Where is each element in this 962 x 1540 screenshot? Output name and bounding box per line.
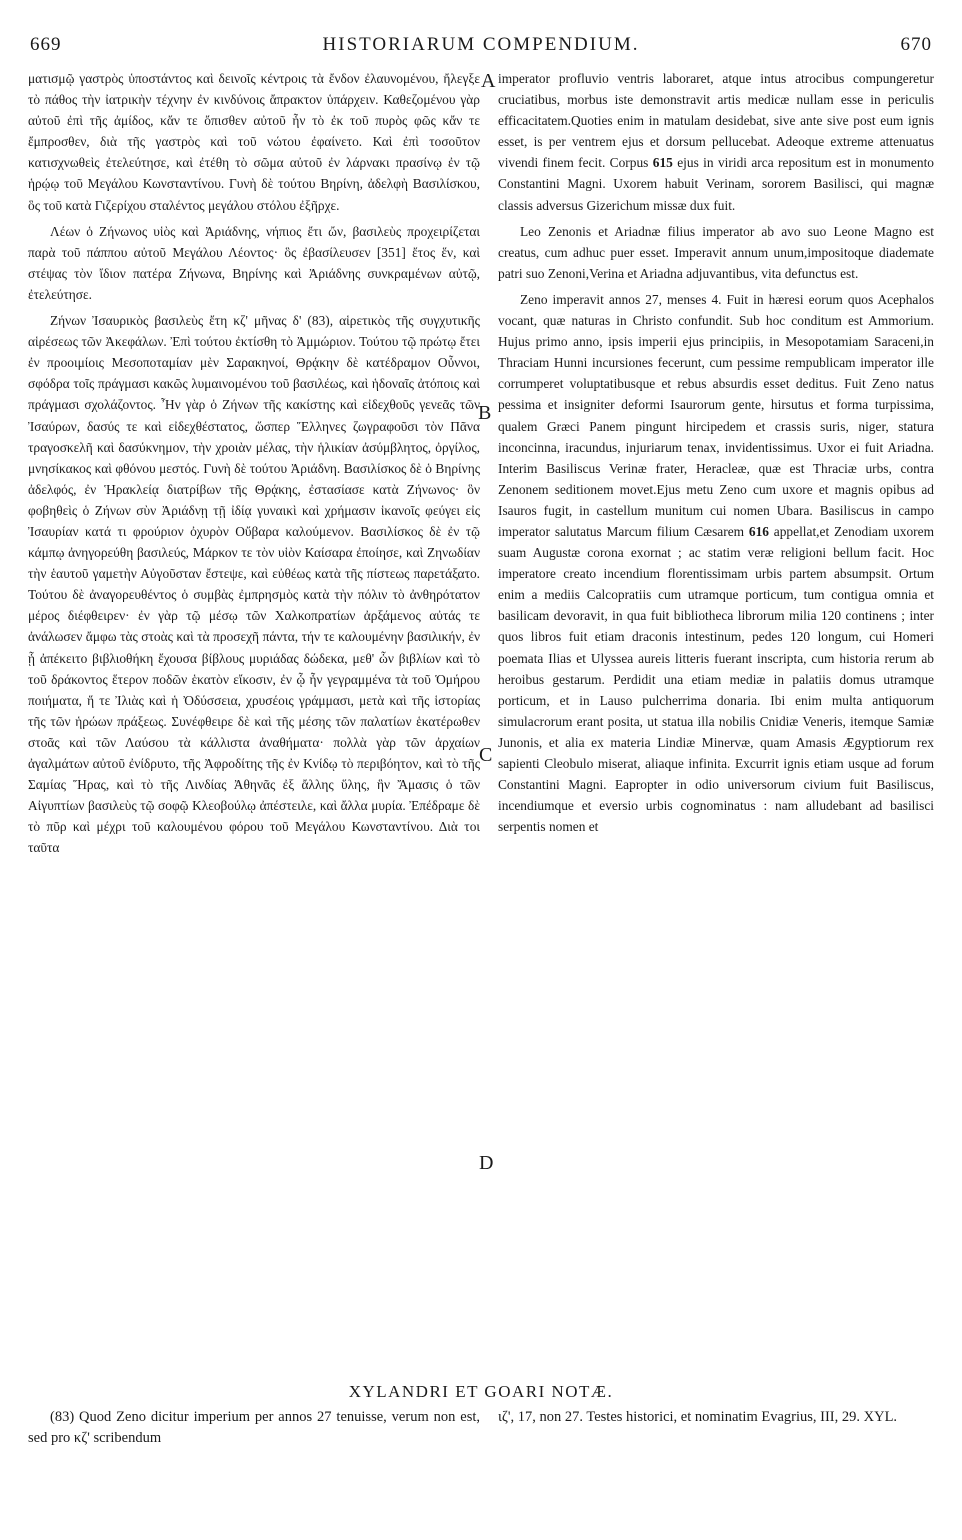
margin-number-616: 616: [748, 523, 769, 539]
note-text-right: ιζ', 17, non 27. Testes historici, et nominatim Evagrius, III, 29. XYL.: [498, 1409, 898, 1425]
latin-paragraph-1-cont: ejus in viridi arca repositum est in monumento Constantini Magni. Uxorem habuit Verinam, sororem Basilisci, qui magnæ classis adversus Gizerichum missæ dux fuit.: [498, 155, 934, 213]
latin-paragraph-1: [498, 68, 934, 216]
greek-paragraph-1: ματισμῷ γαστρὸς ὑποστάντος καὶ δεινοῖς κέντροις τὰ ἔνδον ἐλαυνομένου, ἤλεγξε τὸ πάθος τὴν ἰατρικὴν τέχνην ἐν κινδύνοις ἄπρακτον ὑπάρχειν. Καθεζομένου γὰρ αὐτοῦ ἐπὶ τῆς ἀμίδος, κἄν τε ὄπισθεν αὐτοῦ ἦν τὸ ἐκ τοῦ πυρὸς φῶς κἄν τε ἔμπροσθεν, διὰ τῆς γαστρὸς καὶ τοῦ νώτου ἐφαίνετο. Καὶ ἐπὶ τοσοῦτον κατισχνωθεὶς ἐτελεύτησε, καὶ ἐτέθη τὸ σῶμα αὐτοῦ ἐν λάρνακι πρασίνῳ ἐν τῷ ἡρῴῳ τοῦ Μεγάλου Κωνσταντίνου. Γυνὴ δὲ τούτου Βηρίνη, ἀδελφὴ Βασιλίσκου, ὃς τοῦ κατὰ Γιζερίχου σταλέντος μεγάλου στόλου ἐξῆρχε.: [28, 71, 480, 213]
note-text-left: (83) Quod Zeno dicitur imperium per annos 27 tenuisse, verum non est, sed pro κζ' scribendum: [28, 1409, 480, 1446]
section-marker-d: D: [479, 1152, 494, 1174]
latin-paragraph-3-text: Zeno imperavit annos 27, menses 4. Fuit in hæresi eorum quos Acephalos vocant, quæ naturas in Christo confundit. Sub hoc conditum est Ammorium. Hujus primo anno, ipsis imperii ejus principiis, in Mesopotamiam Saraceni,in Thraciam Hunni incursiones fecerunt, cum pessime rempublicam imperator ille corrumperet voluptatibusque et rebus absurdis esset deditus. Fuit Zeno natus pessima et insigniter deformi Isaurorum gente, hirsutus et forma turpissima, qualem Græci Panem pingunt hircipedem et crassis suris, niger, statura inconcinna, iracundus, injuriarum tenax, invidentissimus. Uxor ei fuit Ariadna. Interim Basiliscus Verinæ frater, Heracleæ, quæ est Thraciæ urbs, contra Zenonem seditionem movet.Ejus metu Zeno cum uxore et magnis opibus ad Isauros fugit, in castellum munitum cui nomen Ubara. Basiliscus in campo imperator salutatus Marcum filium Cæsarem: [498, 291, 934, 539]
running-title: HISTORIARUM COMPENDIUM.: [322, 34, 640, 55]
latin-column: [498, 68, 934, 842]
latin-paragraph-3-cont: appellat,et Zenodiam uxorem suam Augustæ corona exornat ; ac statim veræ religioni bellum facit. Hoc imperatore creato incendium florentissimam urbis partem absumpsit. Ortum enim a mediis Calcopratiis cum utramque porticum, tum contigua omnia et basilicam devoravit, in qua fuit bibliotheca librorum milia 120 continens ; inter quos libros fuit etiam draconis intestinum, pedes 120 longum, cui Homeri poemata Ilias et Ulyssea aureis litteris fuerant inscripta, cum historia rerum ab heroibus gestarum. Perdidit una etiam mediæ in palatiis domus utramque porticum, et in Lauso pulcherrima donaria. Ibi enim multa antiquorum simulacrorum erant posita, ut statua illa nobilis Cnidiæ Veneris, itemque Samiæ Junonis, et alia ex materia Lindiæ Minervæ, quam Amasis Ægyptiorum rex sapienti Cleobulo miserat, aliaque infinita. Excurrit ignis etiam usque ad forum Constantini Magni. Eapropter in odio universorum civium fuit Basiliscus, incendiumque et eversio urbis cognominatus : nam alludebant ad basilisci serpentis nomen et: [498, 523, 934, 835]
latin-paragraph-1-text: imperator profluvio ventris laboraret, atque intus atrocibus compungeretur cruciatibus, morbus iste demonstravit artis medicæ nullam esse in periculis efficacitatem.Quoties enim in matulam desidebat, sive ante sive post eum ignis esset, is per ventrem ejus et dorsum pellucebat. Adeoque extreme attenuatus vivendi finem fecit. Corpus: [498, 71, 934, 171]
notes-title: XYLANDRI ET GOARI NOTÆ.: [348, 1382, 614, 1401]
greek-column: [28, 68, 480, 863]
page-number-right: 670: [900, 34, 932, 55]
latin-paragraph-3: [498, 289, 934, 837]
greek-paragraph-2: Λέων ὁ Ζήνωνος υἱὸς καὶ Ἀριάδνης, νήπιος ἔτι ὤν, βασιλεὺς προχειρίζεται παρὰ τοῦ πάππου αὐτοῦ Μεγάλου Λέοντος· ὃς ἐβασίλευσεν [351] ἔτος ἕν, καὶ στέψας τὸν ἴδιον πατέρα Ζήνωνα, Βηρίνης καὶ Ἀριάδνης συνκραμένων αὐτῷ, ἐτελεύτησε.: [28, 223, 480, 302]
margin-number-615: 615: [652, 155, 673, 171]
latin-paragraph-2: Leo Zenonis et Ariadnæ filius imperator ab avo suo Leone Magno est creatus, cum adhuc puer esset. Imperavit annum unum,impositoque diademate patri suo Zenoni,Verina et Ariadna adjuvantibus, vita defunctus est.: [498, 223, 934, 281]
section-marker-c: C: [479, 744, 493, 766]
running-header: [30, 34, 932, 64]
page-number-left: 669: [30, 34, 62, 55]
section-marker-b: B: [478, 402, 492, 424]
section-marker-a: A: [481, 70, 496, 92]
greek-paragraph-3: Ζήνων Ἰσαυρικὸς βασιλεὺς ἔτη κζ' μῆνας δ' (83), αἱρετικὸς τῆς συγχυτικῆς αἱρέσεως τῶν Ἀκεφάλων. Ἐπὶ τούτου ἐκτίσθη τὸ Ἀμμώριον. Τούτου τῷ πρώτῳ ἔτει ἐν προοιμίοις Μεσοποταμίαν μὲν Σαρακηνοί, Θρᾴκην δὲ κατέδραμον Οὖννοι, σφόδρα τοῖς πράγμασι κακῶς λυμαινομένου τοῦ βασιλέως, καὶ ἡδοναῖς ἀτόποις καὶ πράγμασι σχολάζοντος. Ἦν γὰρ ὁ Ζήνων τῆς κακίστης καὶ εἰδεχθοῦς γενεᾶς τῶν Ἰσαύρων, δασύς τε καὶ εἰδεχθέστατος, ὥσπερ Ἕλληνες ζωγραφοῦσι τὸν Πᾶνα τραγοσκελῆ καὶ δασύκνημον, τὴν χροιὰν μέλας, τὴν ἡλικίαν ἀσύμβλητος, ὀργίλος, μνησίκακος καὶ φθόνου μεστός. Γυνὴ δὲ τούτου Ἀριάδνη. Βασιλίσκος δὲ ὁ Βηρίνης ἀδελφός, ἐν Ἡρακλείᾳ διατρίβων τῆς Θρᾴκης, ἐστασίασε κατὰ Ζήνωνος· ὃν φοβηθεὶς ὁ Ζήνων σὺν Ἀριάδνῃ τῇ ἰδίᾳ γυναικὶ καὶ χρήμασιν ἱκανοῖς φεύγει εἰς Ἰσαυρίαν κατά τι φρούριον ὀχυρὸν Οὔβαρα καλούμενον. Βασιλίσκος δὲ ἐν τῷ κάμπῳ ἀνηγορεύθη βασιλεύς, Μάρκον τε τὸν υἱὸν Καίσαρα ἐποίησε, καὶ Ζηνωδίαν τὴν ἑαυτοῦ γαμετὴν Αὐγοῦσταν ἔστεψε, καὶ εὐθέως κατὰ τῆς πίστεως παρετάξατο. Τούτου δὲ ἀναγορευθέντος ὁ συμβὰς ἐμπρησμὸς κατὰ τὴν πόλιν τὸ ἀνθηρότατον μέρος διέφθειρεν· ἐν γὰρ τῷ μέσῳ τῶν Χαλκοπρατίων ἀρξάμενος αὐτάς τε ἀνάλωσεν ἄμφω τὰς στοὰς καὶ τὰ προσεχῆ πάντα, τήν τε καλουμένην βασιλικήν, ἐν ᾗ ἀπέκειτο βιβλιοθήκη ἔχουσα βίβλους μυριάδας δώδεκα, μεθ' ὧν βιβλίων καὶ τὸ τοῦ δράκοντος ἕτερον ποδῶν ἑκατὸν εἴκοσιν, ἐν ᾧ ἦν γεγραμμένα τὰ τοῦ Ὁμήρου ποιήματα, ἥ τε Ἰλιὰς καὶ ἡ Ὀδύσσεια, χρυσέοις γράμμασι, μετὰ καὶ τῆς ἱστορίας τῆς τῶν ἡρώων πράξεως. Συνέφθειρε δὲ καὶ τῆς μέσης τῶν παλατίων ἑκατέρωθεν στοᾶς καὶ τῶν Λαύσου τὰ κάλλιστα ἀναθήματα· πολλὰ γὰρ τῶν ἀρχαίων ἀγαλμάτων αὐτοῦ ἐνίδρυτο, τῆς Ἀφροδίτης τῆς ἐν Κνίδῳ τὸ περιβόητον, καὶ τὸ τῆς Σαμίας Ἥρας, καὶ τὸ τῆς Λινδίας Ἀθηνᾶς ἐξ ἄλλης ὕλης, ἣν Ἄμασις ὁ τῶν Αἰγυπτίων βασιλεὺς τῷ σοφῷ Κλεοβούλῳ ἀπέστειλε, καὶ ἄλλα μυρία. Ἐπέδραμε δὲ τὸ πῦρ καὶ μέχρι τοῦ καλουμένου φόρου τοῦ Μεγάλου Κωνσταντίνου. Διὰ τοι ταῦτα: [28, 313, 480, 856]
